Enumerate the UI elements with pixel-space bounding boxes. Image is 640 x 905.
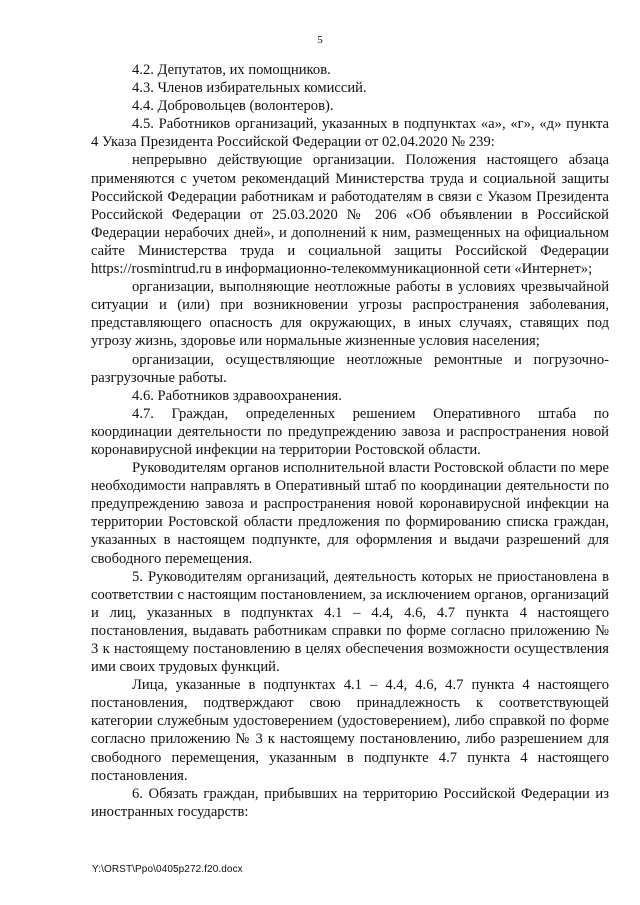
paragraph-4-2: 4.2. Депутатов, их помощников. <box>132 62 331 78</box>
paragraph-4-6: 4.6. Работников здравоохранения. <box>132 387 342 404</box>
paragraph-5: 5. Руководителям организаций, деятельность которых не приостановлена в соответствии с настоящим постановлением, за исключением органов, организаций и лиц, указанных в подпунктах 4.1 – 4.4, 4.6, 4.7 пункта 4 настоящего постановления, выдавать работникам справки по форме согласно приложению № 3 к настоящему постановлению в целях обеспечения возможности осуществления ими своих трудовых функций. <box>91 568 609 676</box>
page-number: 5 <box>317 34 323 46</box>
paragraph-4-3: 4.3. Членов избирательных комиссий. <box>132 80 367 97</box>
paragraph-emergency-organizations: организации, выполняющие неотложные работы в условиях чрезвычайной ситуации и (или) при возникновении угрозы распространения заболевания, представляющего опасность для окружающих, в иных случаях, ставящих под угрозу жизнь, здоровье или нормальные жизненные условия населения; <box>91 279 609 350</box>
paragraph-continuous-organizations: непрерывно действующие организации. Положения настоящего абзаца применяются с учетом рекомендаций Министерства труда и социальной защиты Российской Федерации работникам и работодателям в связи с Указом Президента Российской Федерации от 25.03.2020 № 206 «Об объявлении в Российской Федерации нерабочих дней», и дополнений к ним, размещенных на официальном сайте Министерства труда и социальной защиты Российской Федерации https://rosmintrud.ru в информационно-телекоммуникационной сети «Интернет»; <box>91 152 609 278</box>
footer-file-path: Y:\ORST\Ppo\0405p272.f20.docx <box>92 864 243 875</box>
paragraph-persons-confirmation: Лица, указанные в подпунктах 4.1 – 4.4, 4.6, 4.7 пункта 4 настоящего постановления, подтверждают свою принадлежность к соответствующей категории служебным удостоверением (удостоверением), либо справкой по форме согласно приложению № 3 к настоящему постановлению, либо разрешением для свободного перемещения, указанным в подпункте 4.7 пункта 4 настоящего постановления. <box>91 677 609 784</box>
paragraph-4-5: 4.5. Работников организаций, указанных в подпунктах «а», «г», «д» пункта 4 Указа Президента Российской Федерации от 02.04.2020 № 239: <box>91 116 609 151</box>
document-body <box>91 61 609 821</box>
paragraph-4-7: 4.7. Граждан, определенных решением Оперативного штаба по координации деятельности по предупреждению завоза и распространения новой коронавирусной инфекции на территории Ростовской области. <box>91 405 609 458</box>
paragraph-executive-heads: Руководителям органов исполнительной власти Ростовской области по мере необходимости направлять в Оперативный штаб по координации деятельности по предупреждению завоза и распространения новой коронавирусной инфекции на территории Ростовской области предложения по формированию списка граждан, указанных в настоящем подпункте, для оформления и выдачи разрешений для свободного перемещения. <box>91 460 609 567</box>
paragraph-4-4: 4.4. Добровольцев (волонтеров). <box>132 98 334 115</box>
paragraph-repair-organizations: организации, осуществляющие неотложные ремонтные и погрузочно-разгрузочные работы. <box>91 351 609 386</box>
paragraph-6: 6. Обязать граждан, прибывших на территорию Российской Федерации из иностранных государств: <box>91 785 609 820</box>
